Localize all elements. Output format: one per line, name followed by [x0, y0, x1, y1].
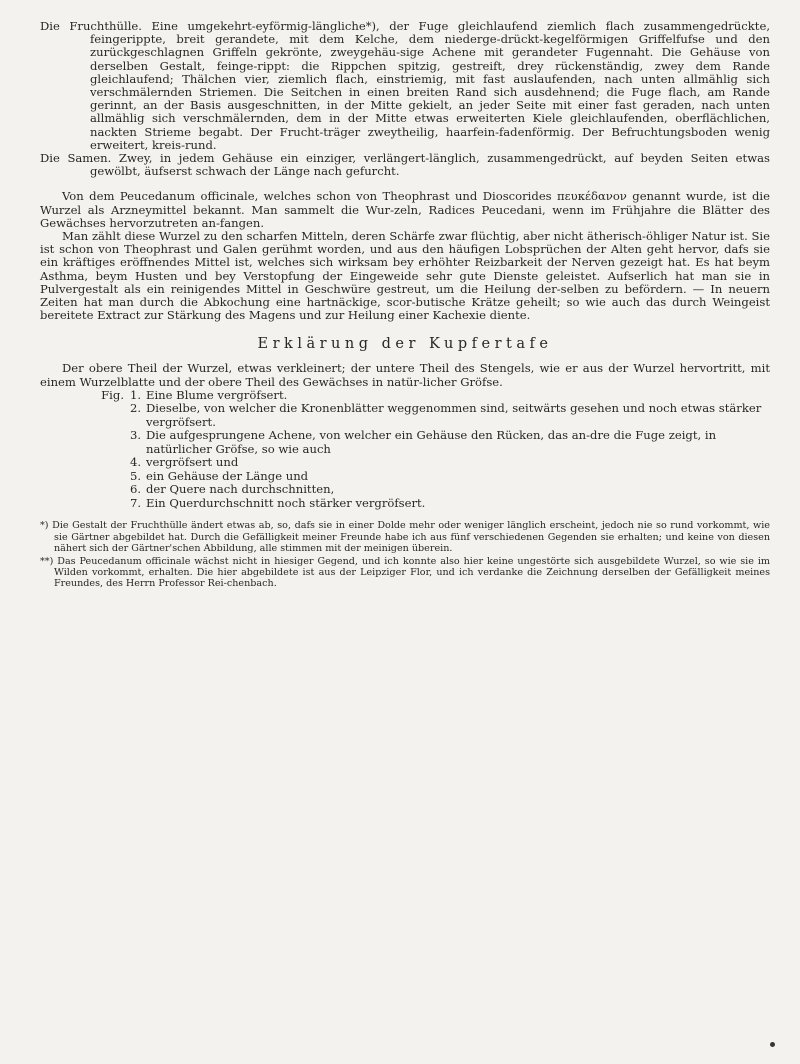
paragraph-fruit: Die Fruchthülle. Eine umgekehrt-eyförmig-längliche*), der Fuge gleichlaufend ziemlich flach zusammengedrückte, feingerippte, breit gerandete, mit dem Kelche, dem niederge-drückt-kegelförmigen Griffelfufse und den zurückgeschlagnen Griffeln gekrönte, zweygehäu-sige Achene mit gerandeter Fugennaht. Die Gehäuse von derselben Gestalt, feinge-rippt: die Rippchen spitzig, gestreift, drey rückenständig, zwey dem Rande gleichlaufend; Thälchen vier, ziemlich flach, einstriemig, mit fast auslaufenden, nach unten allmählig sich verschmälernden Striemen. Die Seitchen in einen breiten Rand sich ausdehnend; die Fuge flach, am Rande gerinnt, an der Basis ausgeschnitten, in der Mitte gekielt, an jeder Seite mit einer fast geraden, nach unten allmählig sich verschmälernden, dem in der Mitte etwas erweiterten Kiele gleichlaufenden, oberflächlichen, nackten Strieme begabt. Der Frucht-träger zweytheilig, haarfein-fadenförmig. Der Befruchtungsboden wenig erweitert, kreis-rund. [40, 19, 770, 152]
figure-item [40, 470, 770, 484]
figure-number: 2. [130, 401, 142, 416]
figure-item [40, 483, 770, 497]
figure-text: Dieselbe, von welcher die Kronenblätter weggenommen sind, seitwärts gesehen und noch etwas stärker vergröfsert. [146, 401, 762, 429]
figure-text: Eine Blume vergröfsert. [146, 387, 288, 402]
figure-number: 1. [130, 387, 142, 402]
paragraph-history-1: Von dem Peucedanum officinale, welches schon von Theophrast und Dioscorides πευκέδανον genannt wurde, ist die Wurzel als Arzneymittel bekannt. Man sammelt die Wur-zeln, Radices Peucedani, wenn im Frühjahre die Blätter des Gewächses hervorzutreten an-fangen. [40, 189, 770, 230]
figure-text: ein Gehäuse der Länge und [146, 468, 309, 483]
figure-label: Fig. [101, 387, 124, 402]
figure-number: 4. [130, 455, 142, 470]
document-page [40, 20, 770, 591]
figure-item [40, 389, 770, 403]
figure-item [40, 429, 770, 456]
plate-intro: Der obere Theil der Wurzel, etwas verkleinert; der untere Theil des Stengels, wie er aus der Wurzel hervortritt, mit einem Wurzelblatte und der obere Theil des Gewächses in natür-licher Gröfse. [40, 361, 770, 389]
figure-text: Ein Querdurchschnitt noch stärker vergröfsert. [146, 495, 426, 510]
plate-title: Erklärung der Kupfertafe [257, 336, 553, 353]
figure-text: vergröfsert und [146, 455, 239, 470]
figure-number: 6. [130, 482, 142, 497]
figure-item [40, 497, 770, 511]
page-mark-dot [770, 1042, 775, 1047]
footnote-1: *) Die Gestalt der Fruchthülle ändert etwas ab, so, dafs sie in einer Dolde mehr oder weniger länglich erscheint, jedoch nie so rund vorkommt, wie sie Gärtner abgebildet hat. Durch die Gefälligkeit meiner Freunde habe ich aus fünf verschiedenen Gegenden sie erhalten; und keine von diesen nähert sich der Gärtner'schen Abbildung, alle stimmen mit der meinigen überein. [40, 520, 770, 555]
figure-item [40, 402, 770, 429]
figure-item [40, 456, 770, 470]
figure-list [40, 389, 770, 511]
figure-text: der Quere nach durchschnitten, [146, 482, 335, 497]
paragraph-seed: Die Samen. Zwey, in jedem Gehäuse ein einziger, verlängert-länglich, zusammengedrückt, auf beyden Seiten etwas gewölbt, äufserst schwach der Länge nach gefurcht. [40, 151, 770, 179]
figure-number: 3. [130, 428, 142, 443]
paragraph-history-2: Man zählt diese Wurzel zu den scharfen Mitteln, deren Schärfe zwar flüchtig, aber nicht ätherisch-öhliger Natur ist. Sie ist schon von Theophrast und Galen gerühmt worden, und aus den häufigen Lobsprüchen der Alten geht hervor, dafs sie ein kräftiges eröffnendes Mittel ist, welches sich wirksam bey erhöhter Reizbarkeit der Nerven gezeigt hat. Es hat beym Asthma, beym Husten und bey Verstopfung der Eingeweide sehr gute Dienste geleistet. Aufserlich hat man sie in Pulvergestalt als ein reinigendes Mittel in Geschwüre gestreut, um die Heilung der-selben zu befördern. — In neuern Zeiten hat man durch die Abkochung eine hartnäckige, scor-butische Krätze geheilt; so wie auch das durch Weingeist bereitete Extract zur Stärkung des Magens und zur Heilung einer Kachexie diente. [40, 229, 770, 323]
footnotes [40, 520, 770, 589]
footnote-2: **) Das Peucedanum officinale wächst nicht in hiesiger Gegend, und ich konnte also hier keine ungestörte sich ausgebildete Wurzel, so wie sie im Wilden vorkommt, erhalten. Die hier abgebildete ist aus der Leipziger Flor, und ich verdanke die Zeichnung derselben der Gefälligkeit meines Freundes, des Herrn Professor Rei-chenbach. [40, 555, 770, 590]
figure-text: Die aufgesprungene Achene, von welcher ein Gehäuse den Rücken, das an-dre die Fuge zeigt, in natürlicher Gröfse, so wie auch [146, 428, 717, 456]
figure-number: 5. [130, 468, 142, 483]
figure-number: 7. [130, 495, 142, 510]
